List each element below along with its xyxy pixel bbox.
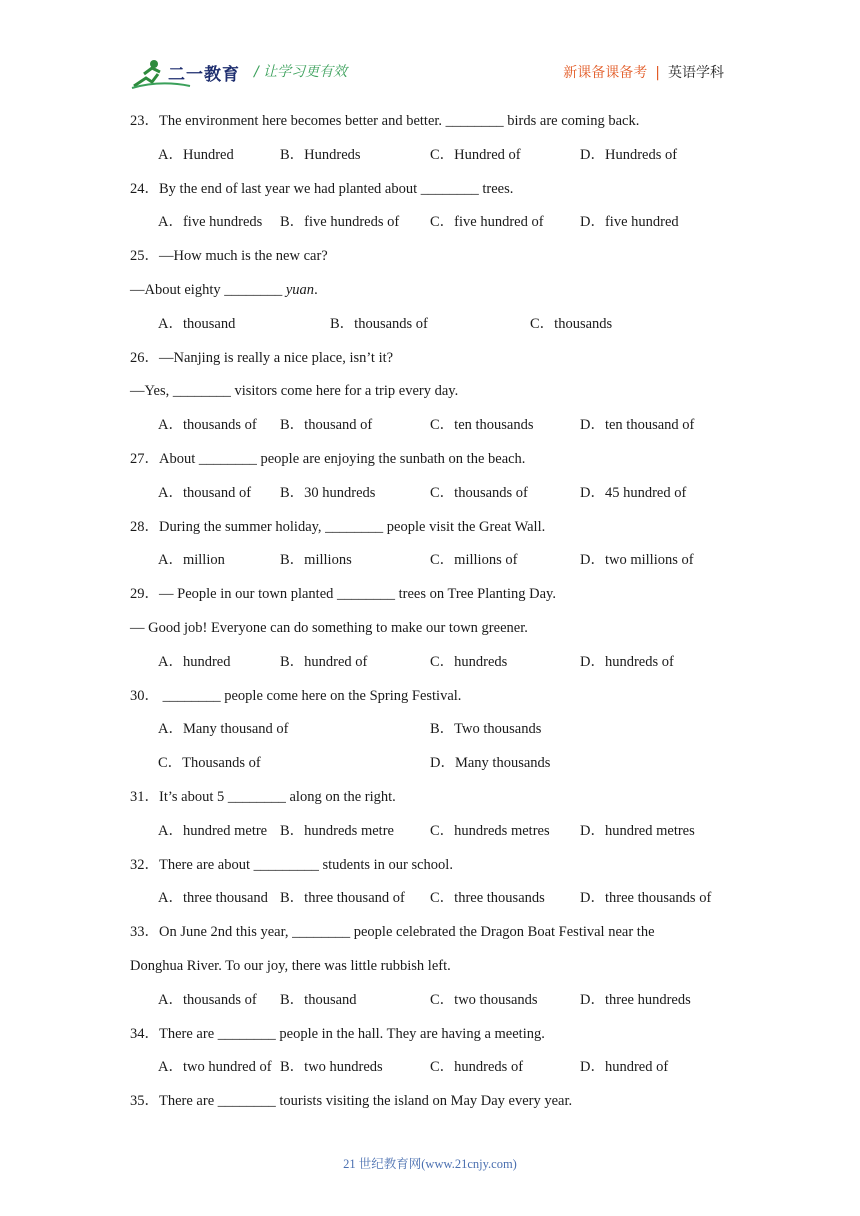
answer-option[interactable]: B．thousands of bbox=[330, 315, 428, 332]
answer-option[interactable]: C．Thousands of bbox=[158, 755, 261, 772]
answer-option[interactable]: D．three hundreds bbox=[580, 991, 691, 1008]
question-dialogue-line: —Yes, ________ visitors come here for a trip every day. bbox=[130, 383, 459, 400]
question-dialogue-line: Donghua River. To our joy, there was little rubbish left. bbox=[130, 957, 451, 974]
options-row bbox=[130, 548, 730, 582]
answer-option[interactable]: D．five hundred bbox=[580, 214, 679, 231]
logo-text: 二一教育 bbox=[168, 65, 240, 85]
answer-option[interactable]: A．million bbox=[158, 552, 225, 569]
answer-option[interactable]: C．hundreds bbox=[430, 653, 508, 670]
question-stem: 25．—How much is the new car? bbox=[130, 248, 328, 265]
options-row bbox=[130, 143, 730, 177]
question-stem: 32．There are about _________ students in our school. bbox=[130, 856, 453, 873]
answer-option[interactable]: D．two millions of bbox=[580, 552, 694, 569]
answer-option[interactable]: C．thousands bbox=[530, 315, 613, 332]
options-row bbox=[130, 886, 730, 920]
answer-option[interactable]: B．five hundreds of bbox=[280, 214, 400, 231]
answer-option[interactable]: A．two hundred of bbox=[158, 1059, 272, 1076]
page-header bbox=[130, 52, 724, 92]
question-stem: 24．By the end of last year we had planted about ________ trees. bbox=[130, 180, 514, 197]
question-stem: 31．It’s about 5 ________ along on the right. bbox=[130, 788, 396, 805]
answer-option[interactable]: A．hundred metre bbox=[158, 822, 268, 839]
answer-option[interactable]: A．hundred bbox=[158, 653, 231, 670]
answer-option[interactable]: B．Two thousands bbox=[430, 721, 542, 738]
answer-option[interactable]: B．two hundreds bbox=[280, 1059, 383, 1076]
answer-option[interactable]: B．three thousand of bbox=[280, 890, 405, 907]
answer-option[interactable]: C．hundreds metres bbox=[430, 822, 550, 839]
answer-option[interactable]: A．three thousand bbox=[158, 890, 268, 907]
slogan: / 让学习更有效 bbox=[254, 64, 348, 80]
answer-option[interactable]: C．three thousands bbox=[430, 890, 545, 907]
options-row bbox=[130, 312, 730, 346]
answer-option[interactable]: C．five hundred of bbox=[430, 214, 544, 231]
answer-option[interactable]: C．hundreds of bbox=[430, 1059, 524, 1076]
answer-option[interactable]: A．thousand bbox=[158, 315, 236, 332]
question-stem: 23．The environment here becomes better and better. ________ birds are coming back. bbox=[130, 113, 640, 129]
question-stem: 33．On June 2nd this year, ________ people celebrated the Dragon Boat Festival near the bbox=[130, 924, 655, 941]
answer-option[interactable]: D．hundred metres bbox=[580, 822, 695, 839]
answer-option[interactable]: C．millions of bbox=[430, 552, 518, 569]
answer-option[interactable]: D．Many thousands bbox=[430, 755, 551, 772]
answer-option[interactable]: B．30 hundreds bbox=[280, 484, 376, 501]
options-row bbox=[130, 751, 730, 785]
options-row bbox=[130, 717, 730, 751]
answer-option[interactable]: A．five hundreds bbox=[158, 214, 263, 231]
options-row bbox=[130, 1055, 730, 1089]
answer-option[interactable]: C．two thousands bbox=[430, 991, 538, 1008]
header-subject-label: 英语学科 bbox=[668, 65, 724, 81]
answer-option[interactable]: B．Hundreds bbox=[280, 146, 361, 163]
answer-option[interactable]: D．hundreds of bbox=[580, 653, 674, 670]
answer-option[interactable]: D．hundred of bbox=[580, 1059, 669, 1076]
header-course-label: 新课备课备考 bbox=[563, 65, 648, 81]
answer-option[interactable]: A．thousand of bbox=[158, 484, 252, 501]
question-stem: 34．There are ________ people in the hall. They are having a meeting. bbox=[130, 1025, 545, 1042]
answer-option[interactable]: D．Hundreds of bbox=[580, 146, 678, 163]
answer-option[interactable]: B．hundred of bbox=[280, 653, 368, 670]
header-divider: | bbox=[655, 65, 660, 81]
question-dialogue-line: — Good job! Everyone can do something to make our town greener. bbox=[130, 619, 528, 636]
options-row bbox=[130, 481, 730, 515]
answer-option[interactable]: D．ten thousand of bbox=[580, 417, 695, 434]
answer-option[interactable]: B．hundreds metre bbox=[280, 822, 394, 839]
answer-option[interactable]: C．thousands of bbox=[430, 484, 528, 501]
answer-option[interactable]: A．Hundred bbox=[158, 146, 234, 163]
options-row bbox=[130, 650, 730, 684]
answer-option[interactable]: D．three thousands of bbox=[580, 890, 712, 907]
answer-option[interactable]: A．Many thousand of bbox=[158, 721, 289, 738]
options-row bbox=[130, 413, 730, 447]
header-subject bbox=[563, 62, 724, 82]
question-dialogue-line: —About eighty ________ yuan. bbox=[130, 281, 318, 298]
question-stem: 28．During the summer holiday, ________ people visit the Great Wall. bbox=[130, 518, 546, 535]
answer-option[interactable]: B．thousand of bbox=[280, 417, 373, 434]
answer-option[interactable]: C．ten thousands bbox=[430, 417, 534, 434]
page-footer: 21 世纪教育网(www.21cnjy.com) bbox=[343, 1157, 517, 1171]
answer-option[interactable]: C．Hundred of bbox=[430, 146, 521, 163]
answer-option[interactable]: A．thousands of bbox=[158, 417, 257, 434]
answer-option[interactable]: A．thousands of bbox=[158, 991, 257, 1008]
question-stem: 30． ________ people come here on the Spring Festival. bbox=[130, 687, 462, 704]
answer-option[interactable]: D．45 hundred of bbox=[580, 484, 687, 501]
question-stem: 27．About ________ people are enjoying the sunbath on the beach. bbox=[130, 450, 526, 467]
answer-option[interactable]: B．thousand bbox=[280, 991, 357, 1008]
question-stem: 35．There are ________ tourists visiting the island on May Day every year. bbox=[130, 1093, 573, 1110]
options-row bbox=[130, 819, 730, 853]
options-row bbox=[130, 988, 730, 1022]
question-stem: 29．— People in our town planted ________ trees on Tree Planting Day. bbox=[130, 586, 556, 603]
question-stem: 26．—Nanjing is really a nice place, isn’t it? bbox=[130, 349, 394, 366]
options-row bbox=[130, 210, 730, 244]
question-list bbox=[130, 109, 730, 1123]
answer-option[interactable]: B．millions bbox=[280, 552, 352, 569]
